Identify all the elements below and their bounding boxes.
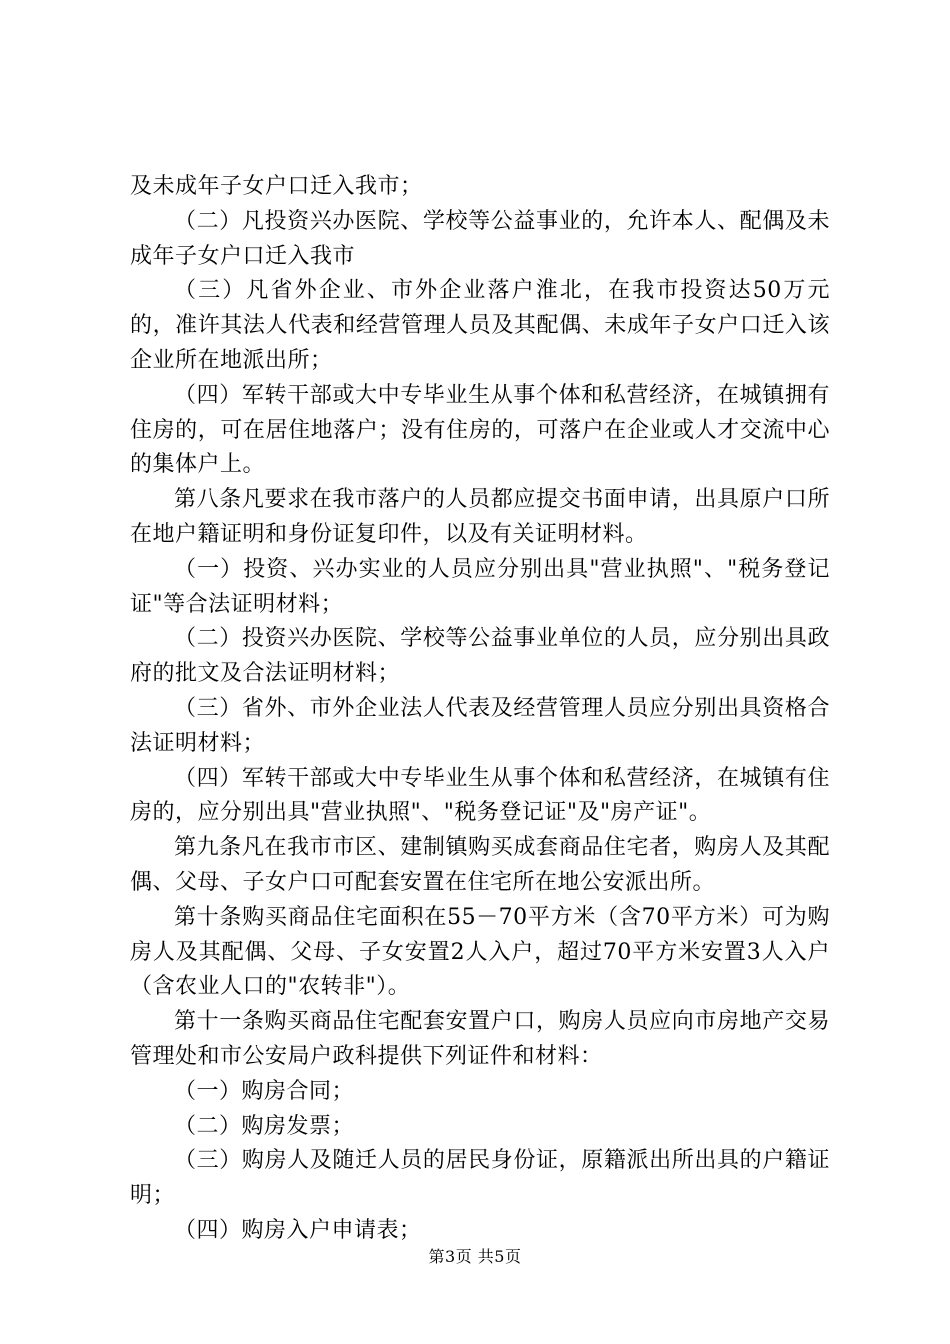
- paragraph-continuation: 及未成年子女户口迁入我市；: [130, 174, 423, 199]
- paragraph-item-4: （四）军转干部或大中专毕业生从事个体和私营经济，在城镇拥有住房的，可在居住地落户；没有住房的，可落户在企业或人才交流中心的集体户上。: [130, 382, 830, 478]
- article-8: 第八条凡要求在我市落户的人员都应提交书面申请，出具原户口所在地户籍证明和身份证复印件，以及有关证明材料。: [130, 487, 830, 547]
- article-8-item-3: （三）省外、市外企业法人代表及经营管理人员应分别出具资格合法证明材料；: [130, 695, 830, 756]
- paragraph-item-3: （三）凡省外企业、市外企业落户淮北，在我市投资达50万元的，准许其法人代表和经营管理人员及其配偶、未成年子女户口迁入该企业所在地派出所；: [130, 278, 830, 373]
- article-10: 第十条购买商品住宅面积在55－70平方米（含70平方米）可为购房人及其配偶、父母、子女安置2人入户，超过70平方米安置3人入户（含农业人口的"农转非"）。: [130, 904, 830, 1000]
- article-11: 第十一条购买商品住宅配套安置户口，购房人员应向市房地产交易管理处和市公安局户政科提供下列证件和材料：: [130, 1009, 830, 1069]
- article-11-item-2: （二）购房发票；: [174, 1113, 355, 1139]
- article-8-item-2: （二）投资兴办医院、学校等公益事业单位的人员，应分别出具政府的批文及合法证明材料；: [130, 626, 830, 687]
- article-11-item-1: （一）购房合同；: [174, 1078, 355, 1104]
- article-8-item-1: （一）投资、兴办实业的人员应分别出具"营业执照"、"税务登记证"等合法证明材料；: [130, 556, 830, 617]
- article-8-item-4: （四）军转干部或大中专毕业生从事个体和私营经济，在城镇有住房的，应分别出具"营业执照"、"税务登记证"及"房产证"。: [130, 765, 830, 826]
- article-11-item-4: （四）购房入户申请表；: [174, 1217, 422, 1243]
- article-11-item-3: （三）购房人及随迁人员的居民身份证，原籍派出所出具的户籍证明；: [130, 1148, 830, 1209]
- paragraph-item-2: （二）凡投资兴办医院、学校等公益事业的，允许本人、配偶及未成年子女户口迁入我市: [130, 208, 830, 269]
- document-body: [130, 170, 830, 1249]
- page-number-footer: 第3页 共5页: [428, 1247, 522, 1266]
- article-9: 第九条凡在我市市区、建制镇购买成套商品住宅者，购房人及其配偶、父母、子女户口可配套安置在住宅所在地公安派出所。: [130, 835, 830, 895]
